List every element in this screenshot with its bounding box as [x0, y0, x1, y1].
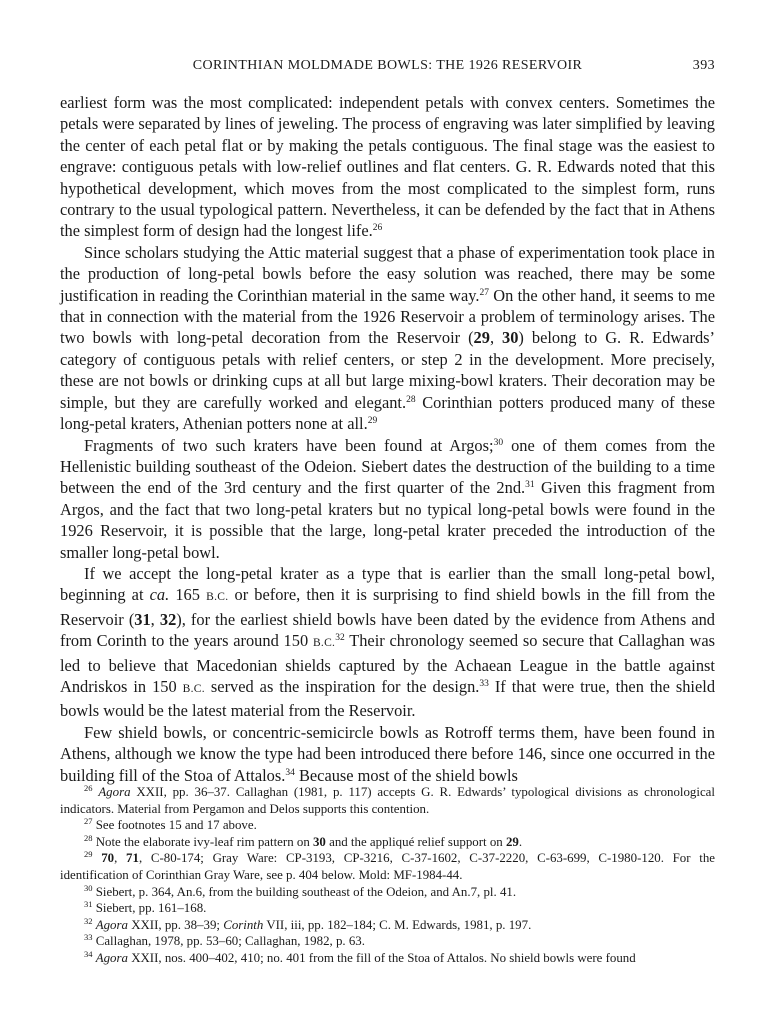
text-run: See footnotes 15 and 17 above. — [92, 818, 257, 833]
text-run: Callaghan, 1978, pp. 53–60; Callaghan, 1982, p. 63. — [92, 934, 365, 949]
small-caps-era: B.C. — [312, 637, 336, 650]
text-run: Because most of the shield bowls — [294, 765, 518, 785]
text-run: Siebert, pp. 161–168. — [92, 901, 207, 916]
text-run: If we accept the long-petal krater as a type that is earlier than the small long-petal bowl, beginning at — [60, 563, 715, 605]
footnote-ref[interactable]: 30 — [493, 437, 504, 448]
text-run: XXII, pp. 38–39; — [127, 917, 224, 932]
footnote-number: 28 — [84, 832, 93, 843]
footnotes — [60, 784, 715, 967]
text-run: Fragments of two such kraters have been found at Argos; — [84, 435, 494, 455]
text-run: VII, iii, pp. 182–184; C. M. Edwards, 1981, p. 197. — [263, 917, 532, 932]
small-caps-era: B.C. — [182, 682, 205, 695]
text-run: , C-80-174; Gray Ware: CP-3193, CP-3216, C-37-1602, C-37-2220, C-63-699, C-1980-120. For the identification of Corinthian Gray Ware, see p. 404 below. Mold: MF-1984-44. — [60, 851, 715, 882]
footnote-ref[interactable]: 33 — [479, 678, 489, 689]
text-run: , — [489, 328, 503, 348]
paragraph-5 — [60, 722, 715, 786]
running-head — [60, 58, 715, 80]
body-text — [60, 92, 715, 786]
footnote-number: 30 — [84, 882, 93, 893]
paragraph-4 — [60, 563, 715, 722]
text-run: . — [518, 834, 523, 849]
footnote-ref[interactable]: 29 — [367, 416, 378, 427]
paragraph-3 — [60, 435, 715, 563]
text-run: If that were true, then the shield bowls would be the latest material from the Reservoir. — [60, 676, 716, 721]
text-run: , — [114, 851, 127, 866]
footnote-31 — [60, 900, 715, 917]
text-run: ) belong to G. R. Edwards’ category of contiguous petals with relief centers, or step 2 in the development. More precisely, these are not bowls or drinking cups at all but large mixing-bowl kraters. Their decoration may be simple, but they are carefully worked and elegant. — [60, 328, 715, 412]
text-run: earliest form was the most complicated: independent petals with convex centers. Sometimes the petals were separated by lines of jeweling. The process of engraving was later simplified by leaving the center of each petal flat or by making the petals contiguous. The final stage was the easiest to engrave: contiguous petals with low-relief outlines and flat centers. G. R. Edwards noted that this hypothetical development, which moves from the most complicated to the simplest form, runs contrary to the usual typological pattern. Nevertheless, it can be defended by the fact that in Athens the simplest form of design had the longest life. — [60, 93, 715, 241]
footnote-29 — [60, 850, 715, 883]
catalogue-number: 70 — [101, 851, 115, 866]
footnote-27 — [60, 817, 715, 834]
text-run: or before, then it is surprising to find shield bowls in the fill from the Reservoir ( — [60, 585, 716, 629]
text-run: Note the elaborate ivy-leaf rim pattern on — [92, 834, 313, 849]
text-run: On the other hand, it seems to me that in connection with the material from the 1926 Reservoir a problem of terminology arises. The two bowls with long-petal decoration from the Reservoir ( — [60, 285, 715, 348]
catalogue-number: 71 — [126, 851, 139, 866]
footnote-32 — [60, 917, 715, 934]
catalogue-number: 32 — [159, 609, 177, 629]
footnote-number: 29 — [84, 849, 93, 860]
catalogue-number: 29 — [473, 328, 490, 348]
text-run: Corinthian potters produced many of these long-petal kraters, Athenian potters none at all. — [60, 392, 715, 434]
footnote-number: 33 — [84, 932, 93, 943]
footnote-number: 26 — [84, 783, 93, 793]
text-run: Given this fragment from Argos, and the fact that two long-petal kraters but no typical long-petal bowls were found in the 1926 Reservoir, it is possible that the large, long-petal krater preceded the introduction of the smaller long-petal bowl. — [60, 478, 715, 562]
text-run: Siebert, p. 364, An.6, from the building southeast of the Odeion, and An.7, pl. 41. — [92, 884, 517, 899]
footnote-26 — [60, 784, 715, 817]
italic-text: Agora — [95, 917, 128, 932]
text-run: Few shield bowls, or concentric-semicircle bowls as Rotroff terms them, have been found in Athens, although we know the type had been introduced there before 146, since one occurred in the building fill of the Stoa of Attalos. — [60, 722, 715, 785]
footnote-number: 31 — [84, 899, 93, 910]
footnote-number: 32 — [84, 915, 93, 926]
catalogue-number: 29 — [505, 834, 519, 849]
italic-text: Agora — [95, 950, 128, 965]
catalogue-number: 30 — [502, 328, 519, 348]
footnote-ref[interactable]: 27 — [479, 287, 489, 298]
text-run: Since scholars studying the Attic material suggest that a phase of experimentation took place in the production of long-petal bowls before the easy solution was reached, there may be some justification in reading the Corinthian material in the same way. — [60, 242, 715, 305]
running-title: CORINTHIAN MOLDMADE BOWLS: THE 1926 RESERVOIR — [192, 58, 583, 73]
text-run: ), for the earliest shield bowls have been dated by the evidence from Athens and from Corinth to the years around 150 — [60, 609, 716, 651]
italic-text: Corinth — [223, 917, 264, 932]
footnote-number: 27 — [84, 816, 93, 827]
text-run: XXII, nos. 400–402, 410; no. 401 from the fill of the Stoa of Attalos. No shield bowls were found — [127, 950, 636, 965]
page-number: 393 — [692, 58, 715, 73]
text-run: and the appliqué relief support on — [325, 834, 506, 849]
paragraph-1 — [60, 92, 715, 242]
footnote-ref[interactable]: 34 — [285, 767, 295, 778]
italic-text: ca. — [149, 585, 170, 605]
footnote-30 — [60, 884, 715, 901]
text-run: served as the inspiration for the design. — [204, 676, 480, 696]
footnote-ref[interactable]: 31 — [525, 480, 535, 491]
italic-text: Agora — [98, 785, 131, 799]
catalogue-number: 31 — [134, 609, 151, 629]
text-run: , — [150, 609, 160, 629]
text-run: 165 — [169, 585, 207, 605]
text-run: Their chronology seemed so secure that Callaghan was led to believe that Macedonian shields captured by the Achaean League in the battle against Andriskos in 150 — [60, 631, 715, 696]
footnote-34 — [60, 950, 715, 967]
small-caps-era: B.C. — [206, 591, 229, 604]
footnote-ref[interactable]: 26 — [372, 223, 383, 234]
footnote-number: 34 — [84, 948, 93, 959]
footnote-ref[interactable]: 32 — [335, 633, 345, 644]
footnote-ref[interactable]: 28 — [406, 394, 416, 405]
text-run: XXII, pp. 36–37. Callaghan (1981, p. 117) accepts G. R. Edwards’ typological divisions as chronological indicators. Material from Pergamon and Delos supports this contention. — [60, 785, 715, 816]
catalogue-number: 30 — [312, 834, 326, 849]
footnote-28 — [60, 834, 715, 851]
paragraph-2 — [60, 242, 715, 435]
footnote-33 — [60, 933, 715, 950]
text-run: one of them comes from the Hellenistic building southeast of the Odeion. Siebert dates the destruction of the building to a time between the end of the 3rd century and the first quarter of the 2nd. — [60, 435, 715, 498]
